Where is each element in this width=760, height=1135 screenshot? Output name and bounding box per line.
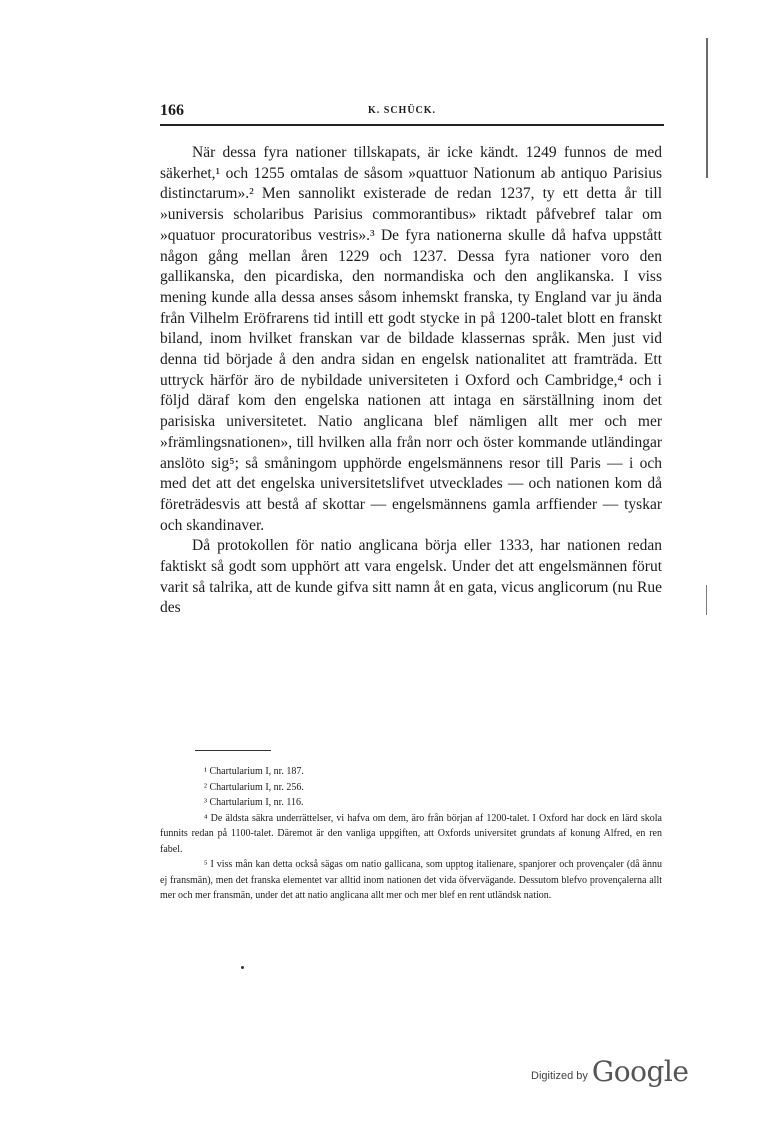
header-rule — [160, 124, 664, 126]
footnote-2: ² Chartularium I, nr. 256. — [204, 781, 304, 793]
digitized-watermark — [531, 1052, 688, 1088]
paragraph: Då protokollen för natio anglicana börja eller 1333, har nationen redan faktiskt så godt som upphört att vara engelsk. Under det att engelsmännen förut varit så talrika, att de kunde gifva sitt namn åt en gata, vicus anglicorum (nu Rue des — [160, 537, 662, 617]
footnote-rule — [195, 750, 271, 751]
page-header — [160, 102, 664, 124]
footnote-4: ⁴ De äldsta säkra underrättelser, vi hafva om dem, äro från början af 1200-talet. I Oxford har dock en lärd skola funnits redan på 1100-talet. Däremot är den vanliga uppgiften, att Oxfords universitet grundats af konung Alfred, en ren fabel. — [160, 812, 662, 855]
page-number: 166 — [160, 102, 184, 119]
footnote-1: ¹ Chartularium I, nr. 187. — [204, 766, 304, 777]
footnote-5: ⁵ I viss mån kan detta också sägas om natio gallicana, som upptog italienare, spanjorer och provençaler (då ännu ej fransmän), men det franska elementet var alltid inom nationen det vida öfvervägande. Dessutom blefvo provençalerna allt mer och mer fransmän, under det att natio anglicana allt mer och mer blef en rent utländsk nation. — [160, 859, 662, 901]
paragraph: När dessa fyra nationer tillskapats, är icke kändt. 1249 funnos de med säkerhet,¹ och 1255 omtalas de såsom »quattuor Nationum ab antiquo Parisius distinctarum».² Men sannolikt existerade de redan 1237, ty ett detta år till »universis scholaribus Parisius commorantibus» riktadt påfvebref talar om »quatuor procuratoribus vestris».³ De fyra nationerna skulle då hafva uppstått någon gång mellan åren 1229 och 1237. Dessa fyra nationer voro den gallikanska, den picardiska, den normandiska och den anglikanska. I viss mening kunde alla dessa anses såsom inhemskt franska, ty England var ju ända från Vilhelm Eröfrarens tid intill ett godt stycke in på 1200-talet blott en franskt biland, inom hvilket franskan var de bildade klassernas språk. Men just vid denna tid började å den andra sidan en engelsk nationalitet att framträda. Ett uttryck härför äro de nybildade universiteten i Oxford och Cambridge,⁴ och i följd däraf kom den engelska nationen att intaga en särställning inom det parisiska universitetet. Natio anglicana blef nämligen allt mer och mer »främlingsnationen», till hvilken alla från norr och öster kommande utländingar anslöto sig⁵; så småningom upphörde engelsmännens resor till Paris — i och med det att det engelska universitetslifvet utvecklades — och nationen kom då företrädesvis att bestå af skottar — engelsmännens gamla arffiender — tyskar och skandinaver. — [160, 144, 662, 534]
watermark-prefix: Digitized by — [531, 1070, 588, 1082]
scan-edge-mark — [706, 585, 707, 615]
footnotes — [160, 764, 662, 904]
stray-mark — [241, 966, 244, 969]
scan-edge-line — [706, 38, 708, 178]
footnote-3: ³ Chartularium I, nr. 116. — [204, 797, 304, 808]
google-logo: Google — [591, 1055, 689, 1088]
running-head: K. SCHÜCK. — [368, 105, 437, 116]
body-text — [160, 143, 662, 619]
